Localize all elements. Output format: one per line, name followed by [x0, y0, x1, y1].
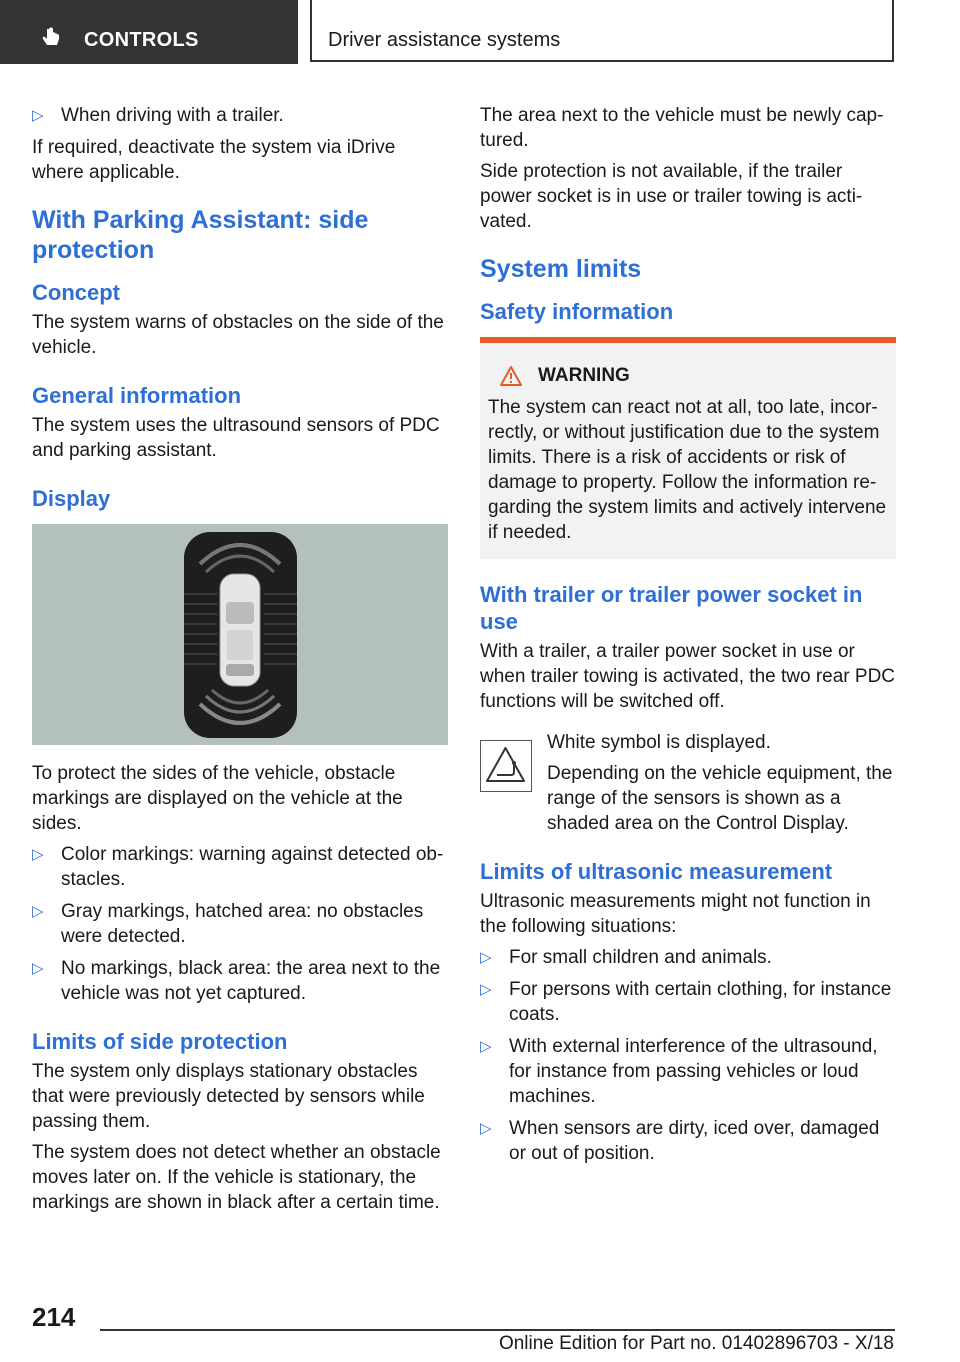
ultrasonic-bullet-list	[480, 945, 896, 1166]
triangle-bullet-icon: ▷	[32, 107, 44, 124]
header-title: Driver assistance systems	[328, 29, 561, 51]
triangle-bullet-icon: ▷	[32, 960, 44, 977]
list-item-text: With external interference of the ultrasound, for instance from passing vehicles or loud machines.	[509, 1036, 878, 1107]
header-section-label: CONTROLS	[84, 29, 199, 51]
header-title-box	[310, 0, 894, 62]
subheading-display: Display	[32, 486, 111, 511]
side-protection-display-image	[32, 524, 448, 745]
subheading-trailer: With trailer or trailer power socket in use	[480, 582, 863, 634]
list-item	[480, 1116, 896, 1166]
list-item	[480, 1034, 896, 1109]
list-item-text: No markings, black area: the area next to the vehicle was not yet captured.	[61, 958, 441, 1004]
display-bullet-list	[32, 842, 448, 1006]
triangle-bullet-icon: ▷	[480, 949, 492, 966]
list-item	[32, 899, 448, 949]
list-item-text: When sensors are dirty, iced over, damaged or out of position.	[509, 1118, 880, 1164]
warning-label: WARNING	[538, 365, 630, 386]
list-item-text: For small children and animals.	[509, 947, 772, 968]
paragraph: Ultrasonic measurements might not function in the following situations:	[480, 891, 871, 937]
warning-header	[500, 365, 888, 387]
footer-rule	[100, 1329, 895, 1331]
list-item-text: Gray markings, hatched area: no obstacles were detected.	[61, 901, 424, 947]
paragraph: To protect the sides of the vehicle, obstacle markings are displayed on the vehicle at the sides.	[32, 763, 403, 834]
list-item	[480, 945, 896, 970]
list-item	[32, 842, 448, 892]
list-item	[480, 977, 896, 1027]
subheading-concept: Concept	[32, 280, 120, 305]
list-item-text: For persons with certain clothing, for instance coats.	[509, 979, 892, 1025]
paragraph: The system only displays stationary obstacles that were previously detected by sensors while passing them.	[32, 1061, 425, 1132]
paragraph	[480, 761, 896, 836]
paragraph-text: Depending on the vehicle equipment, the range of the sensors is shown as a shaded area on the Control Display.	[547, 763, 893, 834]
trailer-bullet-list	[32, 103, 448, 128]
page-number: 214	[32, 1302, 76, 1332]
triangle-bullet-icon: ▷	[32, 903, 44, 920]
paragraph: The system uses the ultrasound sensors of PDC and parking assistant.	[32, 415, 440, 461]
paragraph: The area next to the vehicle must be newly cap‐tured.	[480, 105, 884, 151]
trailer-symbol-row	[480, 730, 896, 836]
hand-touch-icon	[40, 27, 62, 49]
warning-text: The system can react not at all, too late, incor‐rectly, or without justification due to the system limits. There is a risk of accidents or risk of damage to property. Follow the information re‐garding the system limits and actively intervene if needed.	[488, 397, 887, 543]
list-item-text: When driving with a trailer.	[61, 105, 284, 126]
trailer-warning-symbol-icon	[480, 740, 532, 792]
paragraph: White symbol is displayed.	[547, 732, 771, 753]
paragraph: Side protection is not available, if the trailer power socket is in use or trailer towing is acti‐vated.	[480, 161, 863, 232]
list-item	[32, 103, 448, 128]
triangle-bullet-icon: ▷	[32, 846, 44, 863]
paragraph: With a trailer, a trailer power socket in use or when trailer towing is activated, the two rear PDC functions will be switched off.	[480, 641, 896, 712]
footer-edition: Online Edition for Part no. 01402896703 - X/18	[498, 1333, 894, 1354]
warning-triangle-icon	[500, 366, 522, 386]
list-item-text: Color markings: warning against detected ob‐stacles.	[61, 844, 444, 890]
section-heading: System limits	[480, 255, 642, 283]
subheading-general: General information	[32, 383, 242, 408]
warning-box	[480, 337, 896, 559]
subheading-safety: Safety information	[480, 299, 674, 324]
subheading-limits-side: Limits of side protection	[32, 1029, 288, 1054]
triangle-bullet-icon: ▷	[480, 1038, 492, 1055]
display-illustration	[32, 524, 448, 745]
paragraph: The system warns of obstacles on the side of the vehicle.	[32, 312, 444, 358]
paragraph: If required, deactivate the system via iDrive where applicable.	[32, 137, 396, 183]
header-section-tab	[0, 0, 298, 64]
triangle-bullet-icon: ▷	[480, 981, 492, 998]
right-column	[480, 103, 896, 1173]
triangle-bullet-icon: ▷	[480, 1120, 492, 1137]
subheading-ultrasonic: Limits of ultrasonic measurement	[480, 859, 833, 884]
left-column	[32, 103, 448, 1221]
paragraph: The system does not detect whether an obstacle moves later on. If the vehicle is stationary, the markings are shown in black after a certain time.	[32, 1142, 441, 1213]
section-heading: With Parking Assistant: side protection	[32, 206, 369, 264]
list-item	[32, 956, 448, 1006]
